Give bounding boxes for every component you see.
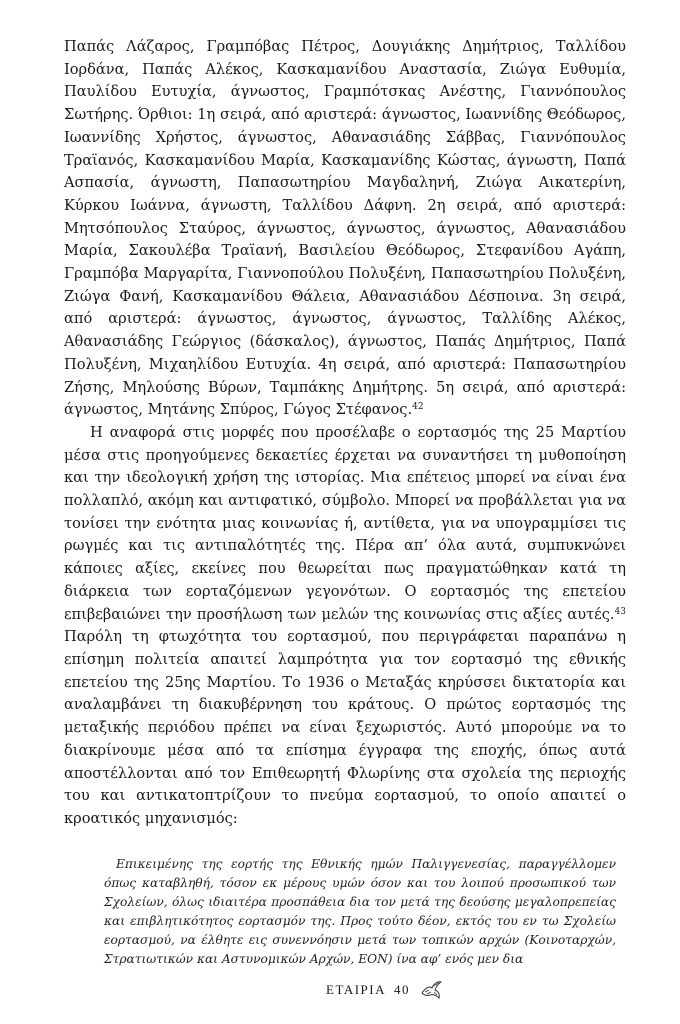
- block-quote: Επικειμένης της εορτής της Εθνικής ημών Παλιγγενεσίας, παραγγέλλομεν όπως καταβληθή, τόσον εκ μέρους υμών όσον και του λοιπού προσωπικού των Σχολείων, όλως ιδιαιτέρα προσπάθεια δια τον μετά της δεούσης μεγαλοπρεπείας και επιβλητικότητος εορτασμόν της. Προς τούτο δέον, εκτός του εν τω Σχολείω εορτασμού, να έλθητε εις συνεννόησιν μετά των τοπικών αρχών (Κοινοταρχών, Στρατιωτικών και Αστυνομικών Αρχών, ΕΟΝ) ίνα αφ’ ενός μεν δια: [104, 856, 616, 966]
- page-number: 40: [394, 982, 411, 997]
- footnote-ref[interactable]: 42: [412, 402, 424, 413]
- paragraph-text: Παρόλη τη φτωχότητα του εορτασμού, που περιγράφεται παραπάνω η επίσημη πολιτεία απαιτεί λαμπρότητα για τον εορτασμό της εθνικής επετείου της 25ης Μαρτίου. Το 1936 ο Μεταξάς κηρύσσει δικτατορία και αναλαμβάνει τη διακυβέρνηση του κράτους. Ο πρώτος εορτασμός της μεταξικής περιόδου πρέπει να είναι ξεχωριστός. Αυτό μπορούμε να το διακρίνουμε μέσα από τα επίσημα έγγραφα της εποχής, όπως αυτά αποστέλλονται από τον Επιθεωρητή Φλωρίνης στα σχολεία της περιοχής του και αντικατοπτρίζουν το πνεύμα εορτασμού, το οποίο απαιτεί ο κροατικός μηχανισμός:: [64, 628, 626, 827]
- footnote-ref[interactable]: 43: [614, 606, 626, 617]
- paragraph-text: Η αναφορά στις μορφές που προσέλαβε ο εορτασμός της 25 Μαρτίου μέσα στις προηγούμενες δεκαετίες έρχεται να συναντήσει τη μυθοποίηση και την ιδεολογική χρήση της ιστορίας. Μια επέτειος μπορεί να είναι ένα πολλαπλό, ακόμη και αντιφατικό, σύμβολο. Μπορεί να προβάλλεται για να τονίσει την ενότητα μιας κοινωνίας ή, αντίθετα, για να υπογραμμίσει τις ρωγμές και τις αντιπαλότητές της. Πέρα απ’ όλα αυτά, συμπυκνώνει κάποιες αξίες, εκείνες που θεωρείται πως πραγματώθηκαν κατά τη διάρκεια των εορταζόμενων γεγονότων. Ο εορτασμός της επετείου επιβεβαιώνει την προσήλωση των μελών της κοινωνίας στις αξίες αυτές.: [64, 423, 626, 623]
- bird-emblem-icon: [418, 977, 444, 1003]
- paragraph-text: Παπάς Λάζαρος, Γραμπόβας Πέτρος, Δουγιάκης Δημήτριος, Ταλλίδου Ιορδάνα, Παπάς Αλέκος, Κασκαμανίδου Αναστασία, Ζιώγα Ευθυμία, Παυλίδου Ευτυχία, άγνωστος, Γραμπότσκας Ανέστης, Γιαννόπουλος Σωτήρης. Όρθιοι: 1η σειρά, από αριστερά: άγνωστος, Ιωαννίδης Θεόδωρος, Ιωαννίδης Χρήστος, άγνωστος, Αθανασιάδης Σάββας, Γιαννόπουλος Τραϊανός, Κασκαμανίδου Μαρία, Κασκαμανίδης Κώστας, άγνωστη, Παπά Ασπασία, άγνωστη, Παπασωτηρίου Μαγδαληνή, Ζιώγα Αικατερίνη, Κύρκου Ιωάννα, άγνωστη, Ταλλίδου Δάφνη. 2η σειρά, από αριστερά: Μητσόπουλος Σταύρος, άγνωστος, άγνωστος, άγνωστος, Αθανασιάδου Μαρία, Σακουλέβα Τραϊανή, Βασιλείου Θεόδωρος, Στεφανίδου Αγάπη, Γραμπόβα Μαργαρίτα, Γιαννοπούλου Πολυξένη, Παπασωτηρίου Πολυξένη, Ζιώγα Φανή, Κασκαμανίδου Θάλεια, Αθανασιάδου Δέσποινα. 3η σειρά, από αριστερά: άγνωστος, άγνωστος, άγνωστος, Ταλλίδης Αλέκος, Αθανασιάδης Γεώργιος (δάσκαλος), άγνωστος, Παπάς Δημήτριος, Παπά Πολυξένη, Μιχαηλίδου Ευτυχία. 4η σειρά, από αριστερά: Παπασωτηρίου Ζήσης, Μηλούσης Βύρων, Ταμπάκης Δημήτρης. 5η σειρά, από αριστερά: άγνωστος, Μητάνης Σπύρος, Γώγος Στέφανος.: [64, 38, 626, 419]
- footer-label: ΕΤΑΙΡΙΑ: [326, 982, 387, 997]
- page-footer: [326, 977, 446, 1003]
- body-text: [64, 36, 626, 831]
- paragraph-commemoration: [64, 422, 626, 831]
- document-page: [64, 36, 626, 969]
- paragraph-caption-names: [64, 36, 626, 422]
